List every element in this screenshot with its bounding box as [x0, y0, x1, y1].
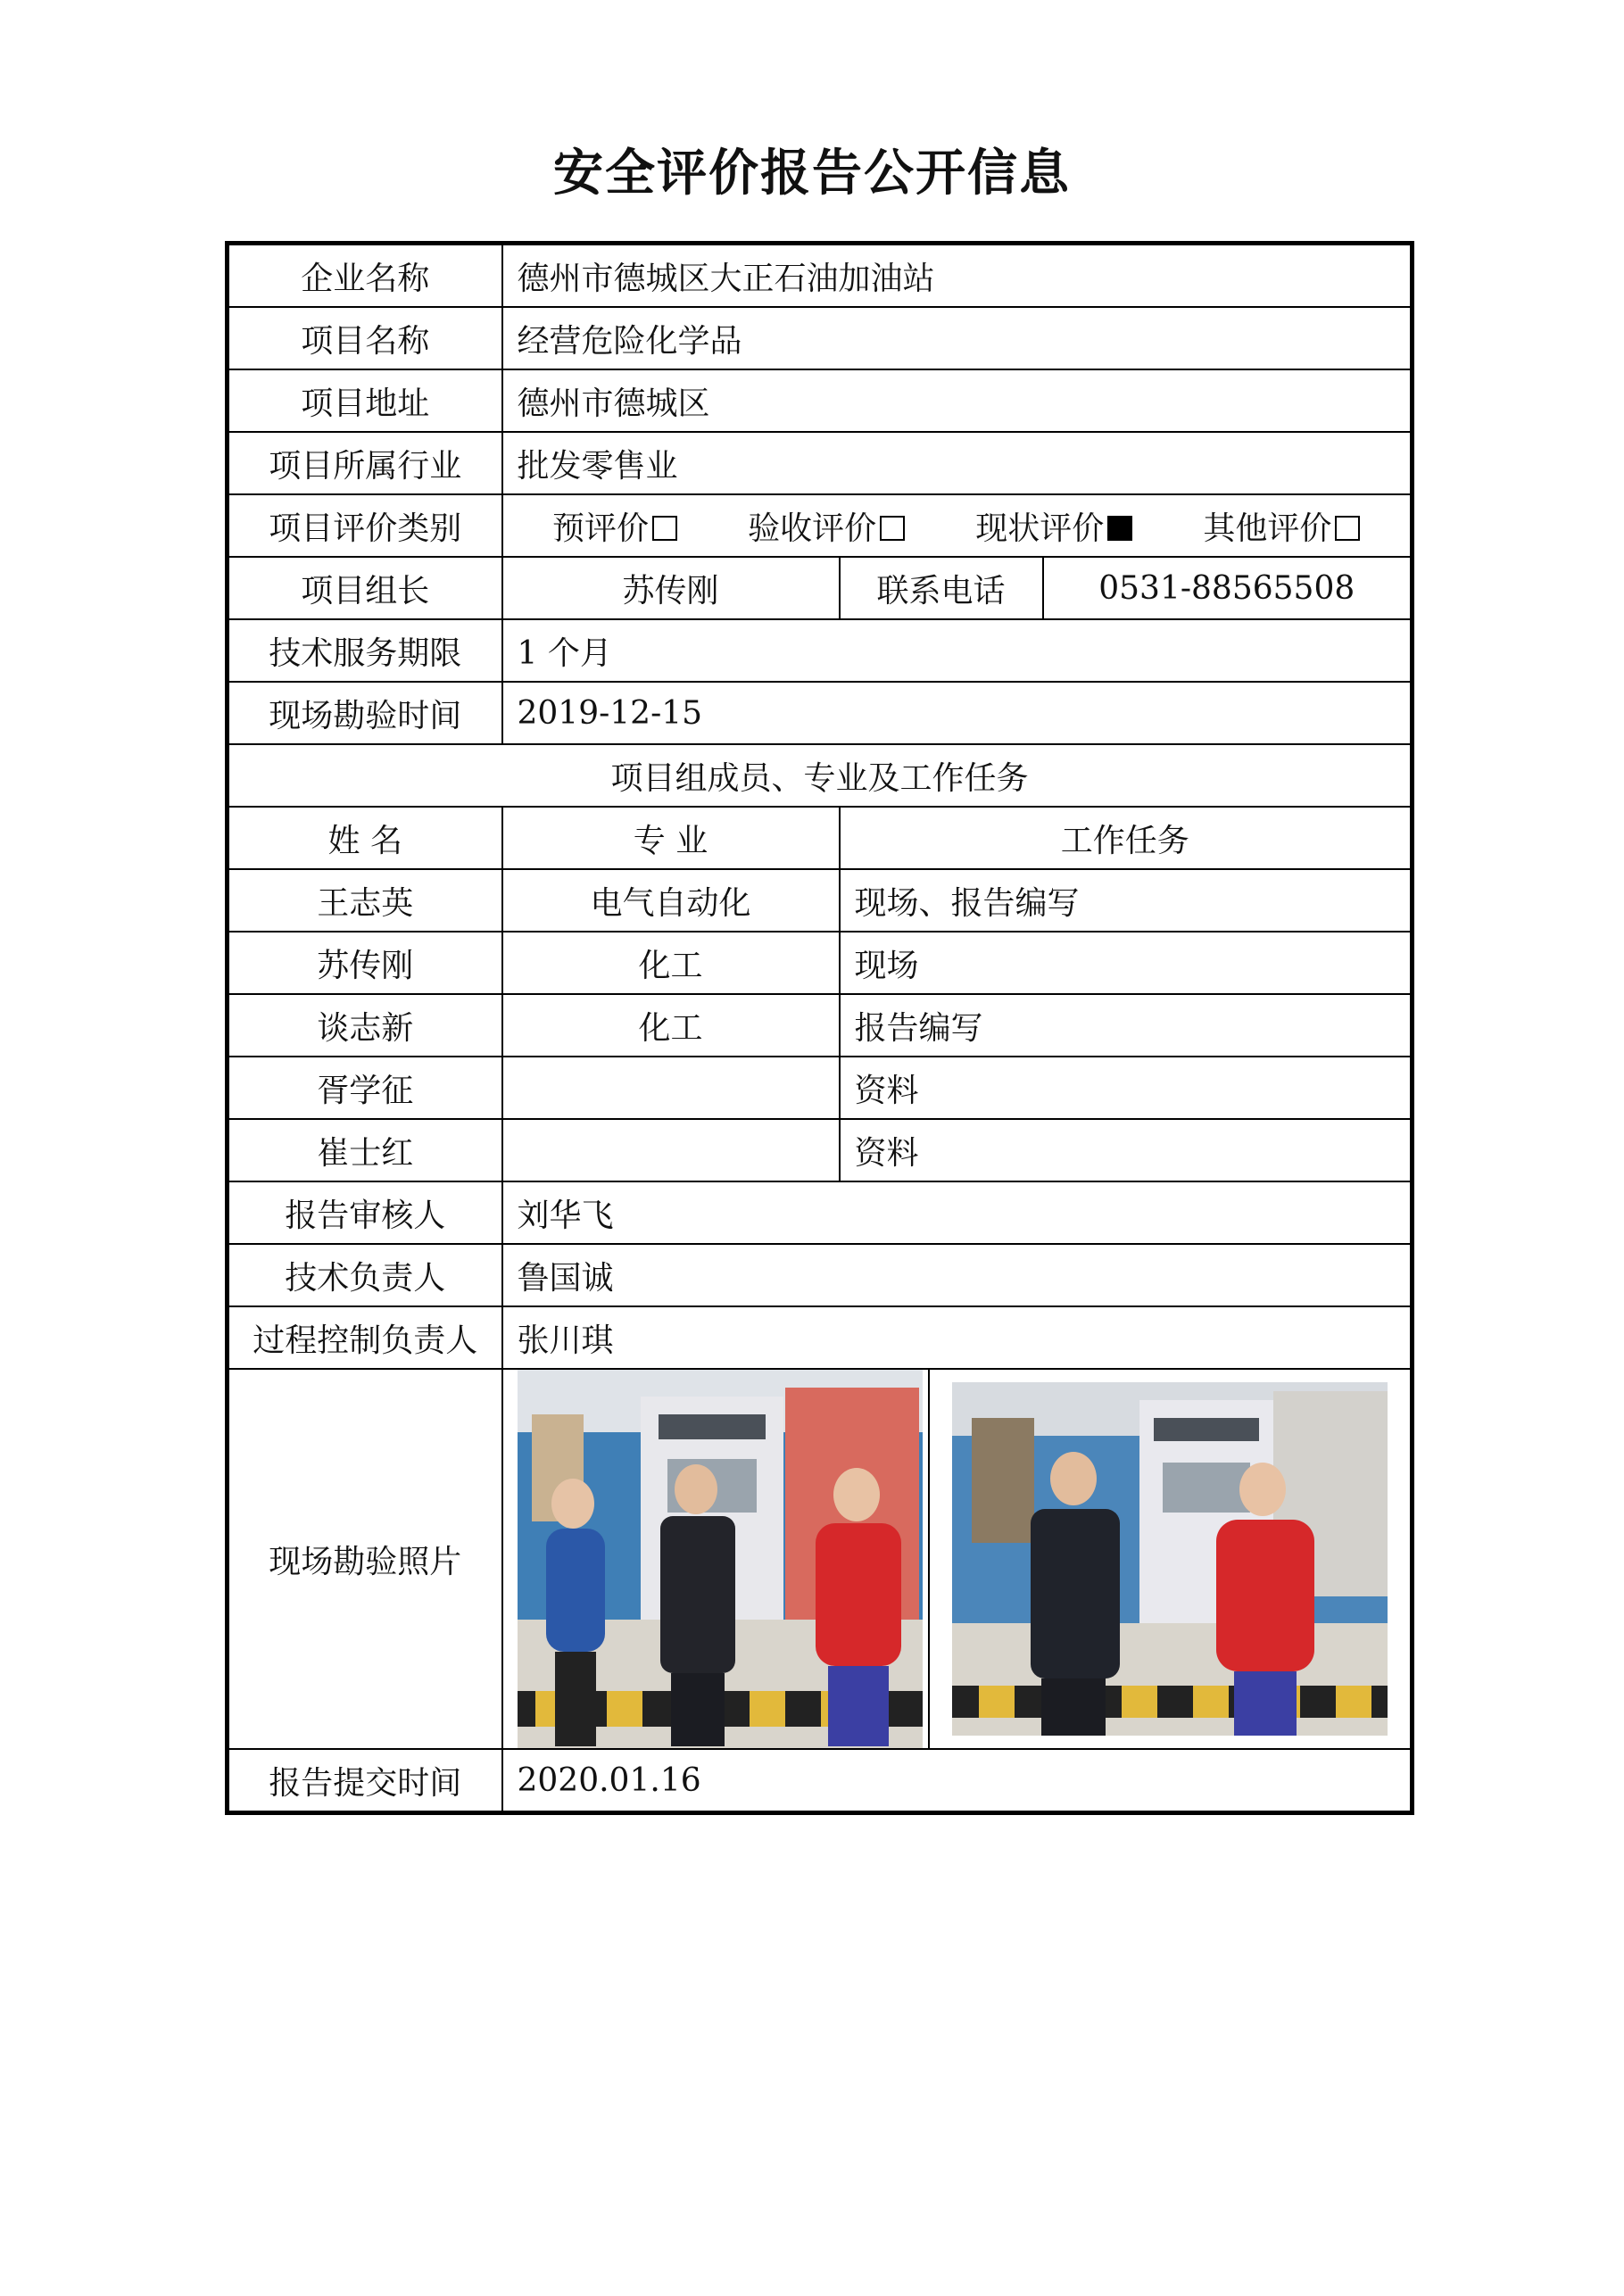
member-row: [228, 1119, 1413, 1181]
company-value: 德州市德城区大正石油加油站: [502, 244, 1413, 308]
project-name-row: [228, 307, 1413, 369]
eval-option-acceptance[interactable]: [748, 503, 905, 549]
member-row: [228, 869, 1413, 932]
phone-value: 0531-88565508: [1043, 557, 1413, 619]
project-address-row: [228, 369, 1413, 432]
member-major: [502, 1119, 840, 1181]
info-table: [225, 241, 1414, 1815]
member-name: 苏传刚: [228, 932, 502, 994]
column-header-name: 姓 名: [228, 807, 502, 869]
photos-row: [228, 1369, 1413, 1749]
photos-label: 现场勘验照片: [228, 1369, 502, 1749]
service-period-label: 技术服务期限: [228, 619, 502, 682]
service-period-value: 1 个月: [502, 619, 1413, 682]
reviewer-row: [228, 1181, 1413, 1244]
checkbox-checked-icon[interactable]: [1107, 516, 1132, 541]
tech-lead-value: 鲁国诚: [502, 1244, 1413, 1306]
checkbox-icon[interactable]: [880, 516, 905, 541]
tech-lead-label: 技术负责人: [228, 1244, 502, 1306]
company-row: [228, 244, 1413, 308]
member-major: 化工: [502, 994, 840, 1057]
process-lead-row: [228, 1306, 1413, 1369]
photo-2-cell: [929, 1369, 1413, 1749]
industry-label: 项目所属行业: [228, 432, 502, 494]
members-columns-row: [228, 807, 1413, 869]
submit-time-value: 2020.01.16: [502, 1749, 1413, 1813]
leader-value: 苏传刚: [502, 557, 840, 619]
survey-photo-2: [952, 1382, 1388, 1736]
project-address-value: 德州市德城区: [502, 369, 1413, 432]
member-row: [228, 1057, 1413, 1119]
eval-option-label: 验收评价: [748, 510, 877, 547]
reviewer-label: 报告审核人: [228, 1181, 502, 1244]
member-task: 资料: [840, 1057, 1413, 1119]
leader-label: 项目组长: [228, 557, 502, 619]
phone-label: 联系电话: [840, 557, 1043, 619]
eval-option-label: 预评价: [552, 510, 650, 547]
eval-type-options: [502, 494, 1413, 557]
member-name: 王志英: [228, 869, 502, 932]
checkbox-icon[interactable]: [1335, 516, 1360, 541]
photo-1-cell: [502, 1369, 929, 1749]
service-period-row: [228, 619, 1413, 682]
project-address-label: 项目地址: [228, 369, 502, 432]
eval-option-label: 现状评价: [975, 510, 1105, 547]
member-task: 现场: [840, 932, 1413, 994]
submit-time-row: [228, 1749, 1413, 1813]
reviewer-value: 刘华飞: [502, 1181, 1413, 1244]
industry-value: 批发零售业: [502, 432, 1413, 494]
eval-type-row: [228, 494, 1413, 557]
process-lead-value: 张川琪: [502, 1306, 1413, 1369]
member-task: 现场、报告编写: [840, 869, 1413, 932]
member-major: 化工: [502, 932, 840, 994]
column-header-major: 专 业: [502, 807, 840, 869]
member-name: 谈志新: [228, 994, 502, 1057]
survey-photo-1: [518, 1370, 923, 1748]
eval-option-other[interactable]: [1203, 503, 1360, 549]
eval-option-pre[interactable]: [552, 503, 677, 549]
members-header: 项目组成员、专业及工作任务: [228, 744, 1413, 807]
members-header-row: [228, 744, 1413, 807]
survey-time-row: [228, 682, 1413, 744]
eval-option-label: 其他评价: [1203, 510, 1332, 547]
submit-time-label: 报告提交时间: [228, 1749, 502, 1813]
member-task: 资料: [840, 1119, 1413, 1181]
member-name: 崔士红: [228, 1119, 502, 1181]
member-row: [228, 932, 1413, 994]
member-major: 电气自动化: [502, 869, 840, 932]
tech-lead-row: [228, 1244, 1413, 1306]
project-name-label: 项目名称: [228, 307, 502, 369]
company-label: 企业名称: [228, 244, 502, 308]
column-header-task: 工作任务: [840, 807, 1413, 869]
project-name-value: 经营危险化学品: [502, 307, 1413, 369]
process-lead-label: 过程控制负责人: [228, 1306, 502, 1369]
eval-type-label: 项目评价类别: [228, 494, 502, 557]
member-task: 报告编写: [840, 994, 1413, 1057]
survey-time-value: 2019-12-15: [502, 682, 1413, 744]
member-name: 胥学征: [228, 1057, 502, 1119]
eval-option-status[interactable]: [975, 503, 1132, 549]
survey-time-label: 现场勘验时间: [228, 682, 502, 744]
industry-row: [228, 432, 1413, 494]
checkbox-icon[interactable]: [652, 516, 677, 541]
member-row: [228, 994, 1413, 1057]
page-title: 安全评价报告公开信息: [553, 145, 1071, 203]
member-major: [502, 1057, 840, 1119]
leader-row: [228, 557, 1413, 619]
